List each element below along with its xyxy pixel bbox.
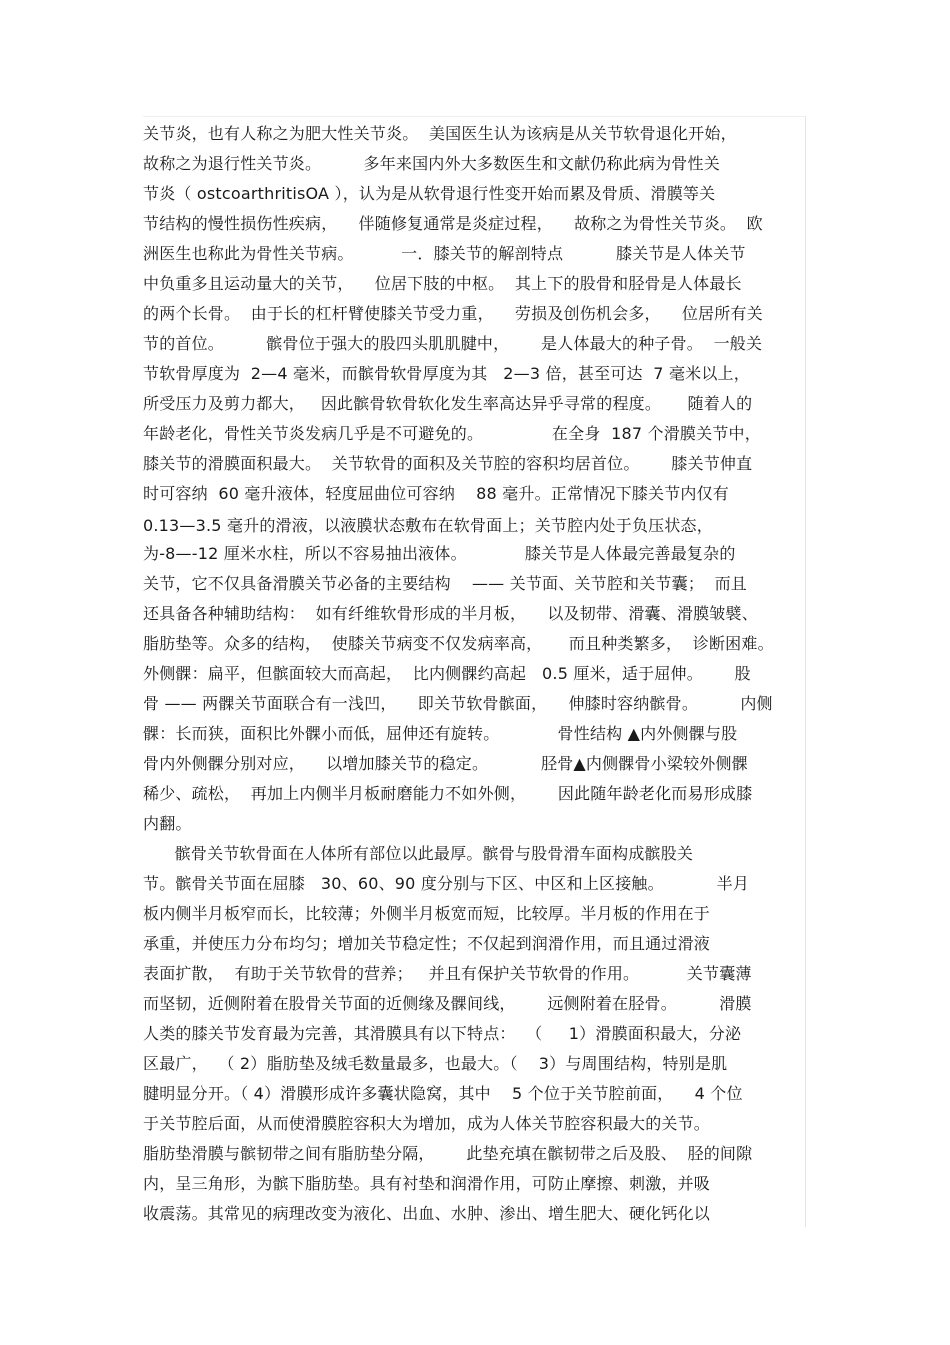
- text-line: 髁：长而狭，面积比外髁小而低，屈伸还有旋转。 骨性结构 ▲内外侧髁与股: [143, 724, 738, 743]
- text-line: 骨内外侧髁分别对应， 以增加膝关节的稳定。 胫骨▲内侧髁骨小梁较外侧髁: [143, 754, 748, 773]
- text-line: 洲医生也称此为骨性关节病。 一．膝关节的解剖特点 膝关节是人体关节: [143, 244, 746, 263]
- text-line: 关节炎，也有人称之为肥大性关节炎。 美国医生认为该病是从关节软骨退化开始，: [143, 124, 737, 143]
- text-line: 人类的膝关节发育最为完善，其滑膜具有以下特点： （ 1）滑膜面积最大，分泌: [143, 1024, 742, 1043]
- text-line: 承重，并使压力分布均匀；增加关节稳定性；不仅起到润滑作用，而且通过滑液: [143, 934, 711, 953]
- text-line: 所受压力及剪力都大， 因此髌骨软骨软化发生率高达异乎寻常的程度。 随着人的: [143, 394, 753, 413]
- text-line: 节炎（ ostcoarthritisOA ），认为是从软骨退行性变开始而累及骨质、滑膜等关: [143, 184, 716, 203]
- text-line: 故称之为退行性关节炎。 多年来国内外大多数医生和文献仍称此病为骨性关: [143, 154, 720, 173]
- text-line: 内，呈三角形，为髌下脂肪垫。具有衬垫和润滑作用，可防止摩擦、刺激，并吸: [143, 1174, 711, 1193]
- text-line: 膝关节的滑膜面积最大。 关节软骨的面积及关节腔的容积均居首位。 膝关节伸直: [143, 454, 753, 473]
- text-line: 区最广， （ 2）脂肪垫及绒毛数量最多，也最大。（ 3）与周围结构，特别是肌: [143, 1054, 728, 1073]
- text-line: 于关节腔后面，从而使滑膜腔容积大为增加，成为人体关节腔容积最大的关节。: [143, 1114, 711, 1133]
- text-line: 年龄老化，骨性关节炎发病几乎是不可避免的。 在全身 187 个滑膜关节中，: [143, 424, 761, 443]
- text-line: 还具备各种辅助结构： 如有纤维软骨形成的半月板， 以及韧带、滑囊、滑膜皱襞、: [143, 604, 758, 623]
- text-line: 髌骨关节软骨面在人体所有部位以此最厚。髌骨与股骨滑车面构成髌股关: [143, 844, 694, 863]
- text-line: 外侧髁：扁平，但髌面较大而高起， 比内侧髁约高起 0.5 厘米，适于屈伸。 股: [143, 664, 751, 683]
- text-line: 时可容纳 60 毫升液体，轻度屈曲位可容纳 88 毫升。正常情况下膝关节内仅有: [143, 484, 730, 503]
- text-line: 为-8—-12 厘米水柱，所以不容易抽出液体。 膝关节是人体最完善最复杂的: [143, 544, 736, 563]
- text-line: 节。髌骨关节面在屈膝 30、60、90 度分别与下区、中区和上区接触。 半月: [143, 874, 750, 893]
- text-line: 中负重多且运动量大的关节， 位居下肢的中枢。 其上下的股骨和胫骨是人体最长: [143, 274, 742, 293]
- text-line: 板内侧半月板窄而长，比较薄；外侧半月板宽而短，比较厚。半月板的作用在于: [143, 904, 711, 923]
- text-line: 节结构的慢性损伤性疾病， 伴随修复通常是炎症过程， 故称之为骨性关节炎。 欧: [143, 214, 763, 233]
- text-line: 表面扩散， 有助于关节软骨的营养； 并且有保护关节软骨的作用。 关节囊薄: [143, 964, 752, 983]
- text-line: 的两个长骨。 由于长的杠杆臂使膝关节受力重， 劳损及创伤机会多， 位居所有关: [143, 304, 763, 323]
- text-line: 节的首位。 髌骨位于强大的股四头肌肌腱中， 是人体最大的种子骨。 一般关: [143, 334, 763, 353]
- text-line: 脂肪垫滑膜与髌韧带之间有脂肪垫分隔， 此垫充填在髌韧带之后及股、 胫的间隙: [143, 1144, 753, 1163]
- text-line: 节软骨厚度为 2—4 毫米，而髌骨软骨厚度为其 2—3 倍，甚至可达 7 毫米以上，: [143, 364, 750, 383]
- text-line: 收震荡。其常见的病理改变为液化、出血、水肿、渗出、增生肥大、硬化钙化以: [143, 1204, 711, 1223]
- body-text: [143, 116, 806, 1227]
- text-line: 关节，它不仅具备滑膜关节必备的主要结构 —— 关节面、关节腔和关节囊； 而且: [143, 574, 748, 593]
- text-line: 腱明显分开。（ 4）滑膜形成许多囊状隐窝，其中 5 个位于关节腔前面， 4 个位: [143, 1084, 743, 1103]
- text-line: 而坚韧，近侧附着在股骨关节面的近侧缘及髁间线， 远侧附着在胫骨。 滑膜: [143, 994, 752, 1013]
- text-line: 稀少、疏松， 再加上内侧半月板耐磨能力不如外侧， 因此随年龄老化而易形成膝: [143, 784, 753, 803]
- text-line: 脂肪垫等。众多的结构， 使膝关节病变不仅发病率高， 而且种类繁多， 诊断困难。: [143, 634, 774, 653]
- text-line: 0.13—3.5 毫升的滑液，以液膜状态敷布在软骨面上；关节腔内处于负压状态，: [143, 516, 713, 535]
- text-line: 内翻。: [143, 814, 192, 833]
- text-line: 骨 —— 两髁关节面联合有一浅凹， 即关节软骨髌面， 伸膝时容纳髌骨。 内侧: [143, 694, 773, 713]
